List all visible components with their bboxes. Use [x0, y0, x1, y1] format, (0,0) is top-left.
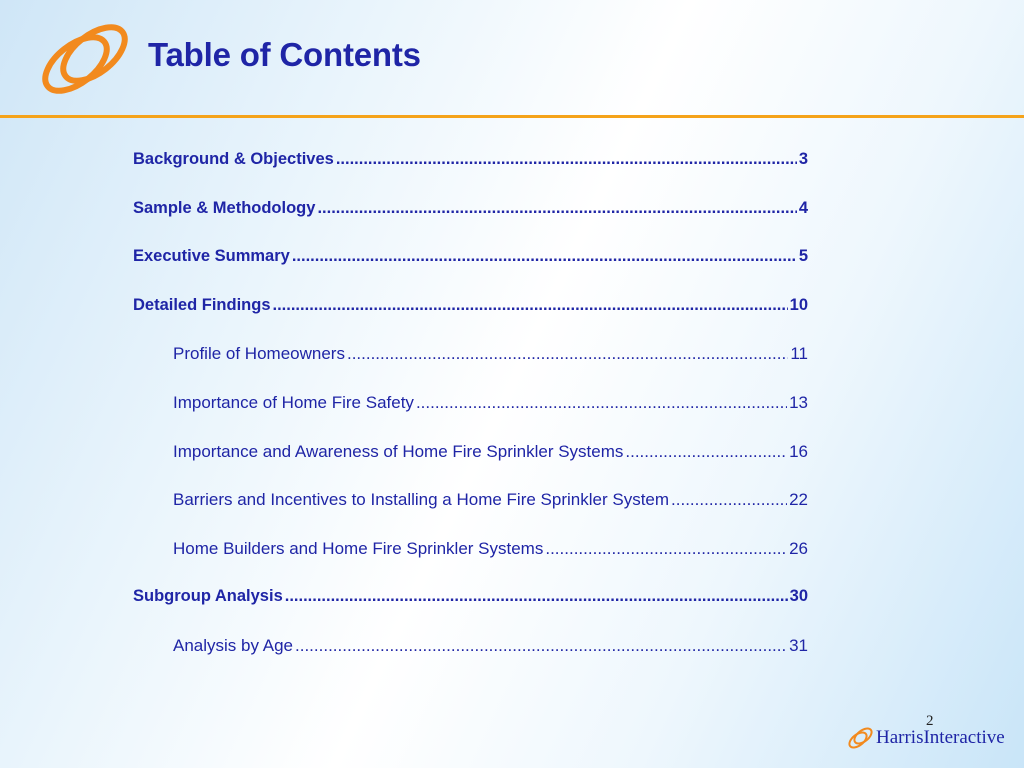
slide-page-number: 2	[926, 713, 934, 729]
title-divider	[0, 115, 1024, 118]
toc-entry[interactable]	[133, 490, 808, 539]
toc-entry-label: Home Builders and Home Fire Sprinkler Systems	[173, 538, 544, 558]
toc-entry-label: Background & Objectives	[133, 150, 334, 168]
toc-dot-leader	[545, 539, 787, 559]
toc-dot-leader	[625, 442, 787, 462]
toc-entry-page: 11	[790, 344, 808, 364]
toc-entry-label: Importance of Home Fire Safety	[173, 392, 414, 412]
brand-name-part2: Interactive	[923, 727, 1005, 748]
toc-entry[interactable]	[133, 636, 808, 685]
brand-name-part1: Harris	[876, 727, 924, 748]
page-title: Table of Contents	[148, 36, 421, 73]
toc-entry[interactable]	[133, 199, 808, 248]
toc-entry-page: 10	[789, 295, 808, 314]
toc-dot-leader	[317, 199, 796, 218]
toc-entry[interactable]	[133, 393, 808, 442]
toc-entry[interactable]	[133, 296, 808, 345]
harris-interactive-small-logo-icon	[847, 726, 875, 750]
toc-entry-page: 31	[789, 635, 808, 655]
toc-dot-leader	[285, 587, 788, 606]
toc-dot-leader	[295, 636, 787, 656]
toc-entry[interactable]	[133, 344, 808, 393]
brand-footer	[847, 726, 1005, 750]
toc-dot-leader	[273, 296, 788, 315]
toc-entry-page: 16	[789, 441, 808, 461]
toc-entry[interactable]	[133, 442, 808, 491]
brand-name	[876, 727, 1005, 749]
toc-entry[interactable]	[133, 539, 808, 588]
toc-entry-page: 30	[789, 587, 808, 606]
toc-entry-label: Importance and Awareness of Home Fire Sprinkler Systems	[173, 441, 624, 461]
toc-entry-label: Subgroup Analysis	[133, 587, 283, 606]
toc-entry-label: Executive Summary	[133, 247, 290, 266]
toc-entry[interactable]	[133, 587, 808, 636]
toc-entry-page: 13	[789, 392, 808, 412]
toc-dot-leader	[347, 344, 788, 364]
toc-entry[interactable]	[133, 150, 808, 199]
toc-entry-page: 22	[789, 490, 808, 510]
toc-dot-leader	[671, 490, 787, 510]
toc-entry-label: Profile of Homeowners	[173, 344, 345, 364]
toc-entry-page: 4	[798, 198, 808, 217]
toc-entry[interactable]	[133, 247, 808, 296]
toc-entry-page: 3	[798, 150, 808, 168]
table-of-contents	[133, 150, 808, 685]
toc-entry-label: Barriers and Incentives to Installing a Home Fire Sprinkler System	[173, 490, 670, 510]
toc-dot-leader	[292, 247, 797, 266]
toc-entry-label: Analysis by Age	[173, 635, 294, 655]
harris-interactive-logo-icon	[36, 18, 132, 100]
toc-entry-page: 5	[798, 247, 808, 266]
toc-entry-label: Detailed Findings	[133, 295, 271, 314]
toc-entry-label: Sample & Methodology	[133, 198, 316, 217]
toc-dot-leader	[416, 393, 787, 413]
toc-dot-leader	[336, 150, 797, 169]
toc-entry-page: 26	[789, 538, 808, 558]
